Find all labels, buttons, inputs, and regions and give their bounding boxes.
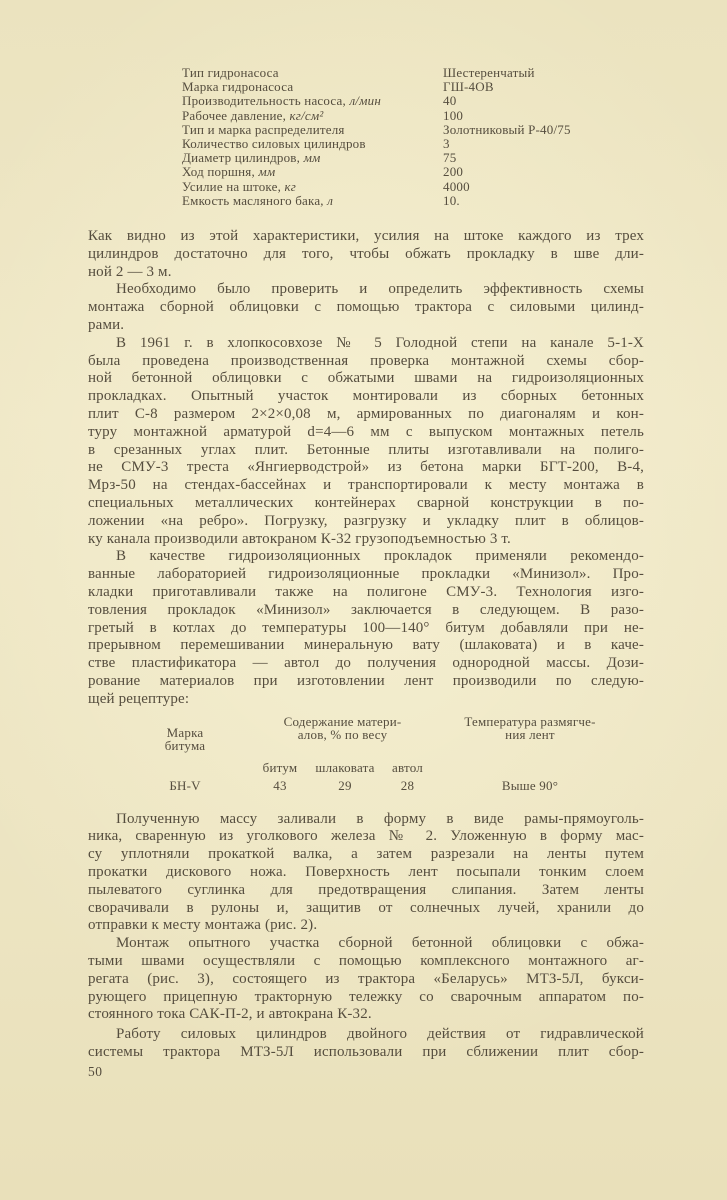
paragraph bbox=[88, 811, 644, 936]
table-cell-bitum: 43 bbox=[273, 778, 287, 794]
text-line: специальных металлических контейнерах сварной конструкции в по- bbox=[88, 494, 644, 511]
spec-row bbox=[182, 94, 644, 108]
materials-table-header-content bbox=[250, 715, 435, 753]
text-line: Необходимо было проверить и определить эффективность схемы bbox=[116, 281, 644, 298]
spec-value: Шестеренчатый bbox=[443, 65, 535, 80]
paragraph bbox=[88, 548, 644, 708]
subheader-bitum: битум bbox=[262, 759, 298, 775]
text-line: ной бетонной облицовки с обжатыми швами на гидроизоляционных bbox=[88, 370, 644, 387]
materials-table-header-temperature bbox=[435, 715, 625, 753]
text-line: туру монтажной арматурой d=4—6 мм с выпуском монтажных петель bbox=[88, 423, 644, 440]
materials-table bbox=[120, 715, 625, 793]
header-line: Температура размягче- bbox=[464, 713, 596, 729]
text-line: монтажа сборной облицовки с помощью трактора с силовыми цилинд- bbox=[88, 299, 644, 316]
spec-unit: кг/см² bbox=[289, 107, 324, 123]
header-line: битума bbox=[164, 738, 206, 754]
text-line: рование материалов при изготовлении лент производили по следую- bbox=[88, 672, 644, 689]
spec-row bbox=[182, 123, 644, 137]
spec-row bbox=[182, 180, 644, 194]
spec-unit: мм bbox=[303, 150, 321, 166]
text-line: товления прокладок «Минизол» заключается в следующем. В разо- bbox=[88, 601, 644, 618]
spec-label: Марка гидронасоса bbox=[182, 79, 294, 95]
text-line: прокладках. Опытный участок монтировали из сборных бетонных bbox=[88, 388, 644, 405]
subheader-shlakovata: шлаковата bbox=[315, 759, 375, 775]
spec-value: 10. bbox=[443, 192, 460, 208]
spec-row bbox=[182, 137, 644, 151]
spec-label: Тип и марка распределителя bbox=[182, 121, 345, 137]
spec-unit: л bbox=[327, 192, 334, 208]
table-cell-temperature: Выше 90° bbox=[501, 778, 559, 794]
table-cell-brand: БН-V bbox=[169, 778, 201, 794]
table-cell-avtol: 28 bbox=[400, 778, 415, 794]
text-line: ной 2 — 3 м. bbox=[88, 263, 172, 280]
spec-label: Ход поршня, мм bbox=[182, 164, 276, 180]
text-line: рами. bbox=[88, 317, 125, 334]
paragraph bbox=[88, 228, 644, 281]
spec-row bbox=[182, 165, 644, 179]
paragraph bbox=[88, 1026, 644, 1062]
spec-list bbox=[182, 66, 644, 208]
text-line: кладки приготавливали также на полигоне СМУ-3. Технология изго- bbox=[88, 583, 644, 600]
page-number: 50 bbox=[88, 1064, 103, 1079]
spec-unit: кг bbox=[284, 178, 297, 194]
spec-label: Производительность насоса, л/мин bbox=[182, 93, 381, 109]
spec-row bbox=[182, 66, 644, 80]
text-line: стоянного тока САК-П-2, и автокрана К-32. bbox=[88, 1006, 372, 1023]
page-content bbox=[88, 66, 644, 1062]
spec-label: Количество силовых цилиндров bbox=[182, 136, 366, 152]
header-line: ния лент bbox=[505, 727, 555, 743]
subheader-avtol: автол bbox=[392, 759, 423, 775]
text-line: щей рецептуре: bbox=[88, 690, 190, 707]
text-line: плит С-8 размером 2×2×0,08 м, армированных по диагоналям и кон- bbox=[88, 406, 644, 422]
spec-label: Емкость масляного бака, л bbox=[182, 192, 334, 208]
text-line: ложении «на ребро». Погрузку, разгрузку и укладку плит в облицов- bbox=[88, 512, 644, 529]
spec-label: Рабочее давление, кг/см² bbox=[182, 107, 324, 123]
paragraph bbox=[88, 935, 644, 1024]
text-line: гретый в котлах до температуры 100—140° битум добавляли при не- bbox=[88, 619, 644, 636]
text-after-table bbox=[88, 811, 644, 1062]
spec-unit: л/мин bbox=[349, 93, 381, 109]
text-line: В 1961 г. в хлопкосовхозе № 5 Голодной степи на канале 5-1-Х bbox=[116, 334, 644, 351]
header-line: Марка bbox=[166, 724, 204, 740]
spec-value: 4000 bbox=[443, 178, 470, 194]
spec-value: ГШ-4ОВ bbox=[443, 79, 494, 95]
text-line: сворачивали в рулоны и, защитив от солнечных лучей, хранили до bbox=[88, 899, 644, 916]
text-line: в срезанных углах плит. Бетонные плиты изготавливали на полиго- bbox=[88, 441, 644, 458]
spec-value: 3 bbox=[443, 136, 450, 152]
text-line: пылеватого суглинка для предотвращения слипания. Затем ленты bbox=[88, 881, 644, 898]
paragraph bbox=[88, 335, 644, 549]
spec-label: Усилие на штоке, кг bbox=[182, 178, 297, 194]
text-line: Как видно из этой характеристики, усилия на штоке каждого из трех bbox=[88, 228, 644, 245]
text-line: была проведена производственная проверка монтажной схемы сбор- bbox=[88, 352, 644, 369]
table-cell-shlakovata: 29 bbox=[338, 778, 352, 794]
text-line: регата (рис. 3), состоящего из трактора «Беларусь» МТЗ-5Л, букси- bbox=[88, 970, 644, 987]
text-line: Полученную массу заливали в форму в виде рамы-прямоуголь- bbox=[116, 810, 644, 827]
materials-table-header-brand bbox=[120, 715, 250, 753]
spec-value: Золотниковый Р-40/75 bbox=[443, 121, 571, 137]
text-line: прокатки дискового ножа. Поверхность лент посыпали тонким слоем bbox=[88, 863, 644, 880]
spec-row bbox=[182, 109, 644, 123]
paragraph bbox=[88, 281, 644, 334]
text-line: су уплотняли прокаткой валка, а затем разрезали на ленты путем bbox=[88, 846, 644, 863]
text-line: ванные лабораторией гидроизоляционные прокладки «Минизол». Про- bbox=[88, 566, 644, 583]
text-before-table bbox=[88, 228, 644, 709]
text-line: Работу силовых цилиндров двойного действия от гидравлической bbox=[116, 1026, 644, 1043]
spec-row bbox=[182, 151, 644, 165]
text-line: стве пластификатора — автол до получения однородной массы. Дози- bbox=[88, 655, 644, 672]
spec-row bbox=[182, 80, 644, 94]
text-line: ку канала производили автокраном К-32 грузоподъемностью 3 т. bbox=[88, 530, 511, 547]
text-line: В качестве гидроизоляционных прокладок применяли рекомендо- bbox=[116, 548, 644, 565]
spec-label: Тип гидронасоса bbox=[182, 65, 279, 80]
text-line: тыми швами осуществляли с помощью комплексного монтажного аг- bbox=[88, 952, 644, 969]
header-line: Содержание матери- bbox=[283, 713, 402, 729]
text-line: Монтаж опытного участка сборной бетонной облицовки с обжа- bbox=[116, 935, 644, 952]
spec-value: 200 bbox=[443, 164, 464, 180]
spec-unit: мм bbox=[258, 164, 276, 180]
header-line: алов, % по весу bbox=[297, 727, 388, 743]
text-line: ника, сваренную из уголкового железа № 2. Уложенную в форму мас- bbox=[88, 828, 644, 845]
text-line: системы трактора МТЗ-5Л использовали при сближении плит сбор- bbox=[88, 1043, 644, 1060]
text-line: отправки к месту монтажа (рис. 2). bbox=[88, 917, 318, 934]
text-line: цилиндров достаточно для того, чтобы обжать прокладку в шве дли- bbox=[88, 245, 644, 262]
spec-value: 40 bbox=[443, 93, 457, 109]
spec-value: 100 bbox=[443, 107, 464, 123]
spec-value: 75 bbox=[443, 150, 457, 166]
text-line: прерывном перемешивании минеральную вату (шлаковата) и в каче- bbox=[88, 637, 644, 654]
spec-row bbox=[182, 194, 644, 208]
text-line: рующего прицепную тракторную тележку со сварочным аппаратом по- bbox=[88, 988, 644, 1005]
text-line: не СМУ-3 треста «Янгиерводстрой» из бетона марки БГТ-200, В-4, bbox=[88, 459, 644, 476]
text-line: Мрз-50 на стендах-бассейнах и транспортировали к месту монтажа в bbox=[88, 477, 644, 494]
spec-label: Диаметр цилиндров, мм bbox=[182, 150, 321, 166]
